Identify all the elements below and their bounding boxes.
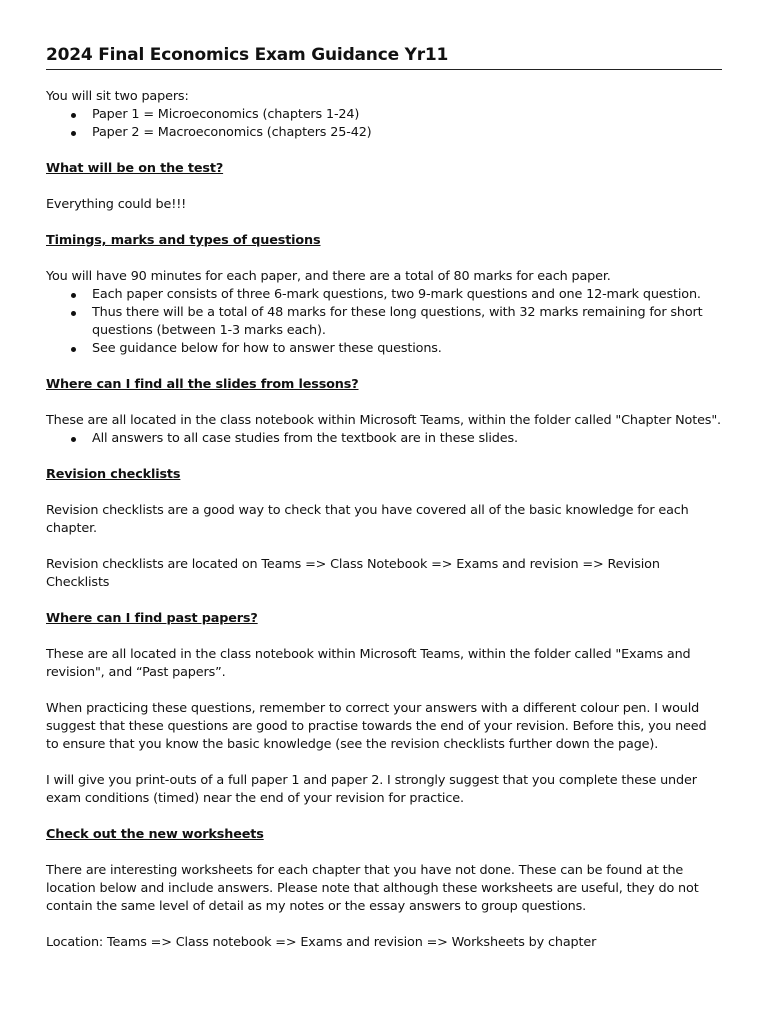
- section-heading-past-papers: Where can I find past papers?: [46, 611, 258, 626]
- checklists-paragraph-1: Revision checklists are a good way to check that you have covered all of the basic knowledge for each chapter.: [46, 503, 689, 536]
- checklists-paragraph-2: Revision checklists are located on Teams => Class Notebook => Exams and revision => Revision Checklists: [46, 557, 660, 590]
- list-item: Paper 1 = Microeconomics (chapters 1-24): [46, 106, 722, 124]
- timings-text: You will have 90 minutes for each paper, and there are a total of 80 marks for each paper.: [46, 269, 611, 284]
- section-heading-timings: Timings, marks and types of questions: [46, 233, 321, 248]
- list-item: Each paper consists of three 6-mark questions, two 9-mark questions and one 12-mark question.: [46, 286, 722, 304]
- list-item: Thus there will be a total of 48 marks for these long questions, with 32 marks remaining for short questions (between 1-3 marks each).: [46, 304, 722, 340]
- past-papers-paragraph-2: When practicing these questions, remember to correct your answers with a different colour pen. I would suggest that these questions are good to practise towards the end of your revision. Before this, you need to ensure that you know the basic knowledge (see the revision checklists further down the page).: [46, 701, 707, 752]
- worksheets-location: Location: Teams => Class notebook => Exams and revision => Worksheets by chapter: [46, 935, 597, 950]
- test-text: Everything could be!!!: [46, 197, 187, 212]
- past-papers-paragraph-3: I will give you print-outs of a full paper 1 and paper 2. I strongly suggest that you complete these under exam conditions (timed) near the end of your revision for practice.: [46, 773, 697, 806]
- list-item: See guidance below for how to answer these questions.: [46, 340, 722, 358]
- slides-list: [46, 430, 722, 448]
- section-heading-checklists: Revision checklists: [46, 467, 181, 482]
- list-item: All answers to all case studies from the textbook are in these slides.: [46, 430, 722, 448]
- section-heading-test: What will be on the test?: [46, 161, 224, 176]
- document-body: [46, 88, 722, 952]
- section-heading-slides: Where can I find all the slides from lessons?: [46, 377, 359, 392]
- papers-list: [46, 106, 722, 142]
- document-title: 2024 Final Economics Exam Guidance Yr11: [46, 43, 722, 70]
- list-item: Paper 2 = Macroeconomics (chapters 25-42): [46, 124, 722, 142]
- past-papers-paragraph-1: These are all located in the class notebook within Microsoft Teams, within the folder called "Exams and revision", and “Past papers”.: [46, 647, 691, 680]
- timings-list: [46, 286, 722, 358]
- intro-text: You will sit two papers:: [46, 89, 189, 104]
- section-heading-worksheets: Check out the new worksheets: [46, 827, 264, 842]
- worksheets-paragraph-1: There are interesting worksheets for each chapter that you have not done. These can be found at the location below and include answers. Please note that although these worksheets are useful, they do not contain the same level of detail as my notes or the essay answers to group questions.: [46, 863, 699, 914]
- slides-text: These are all located in the class notebook within Microsoft Teams, within the folder called "Chapter Notes".: [46, 413, 721, 428]
- document-page: [46, 43, 722, 970]
